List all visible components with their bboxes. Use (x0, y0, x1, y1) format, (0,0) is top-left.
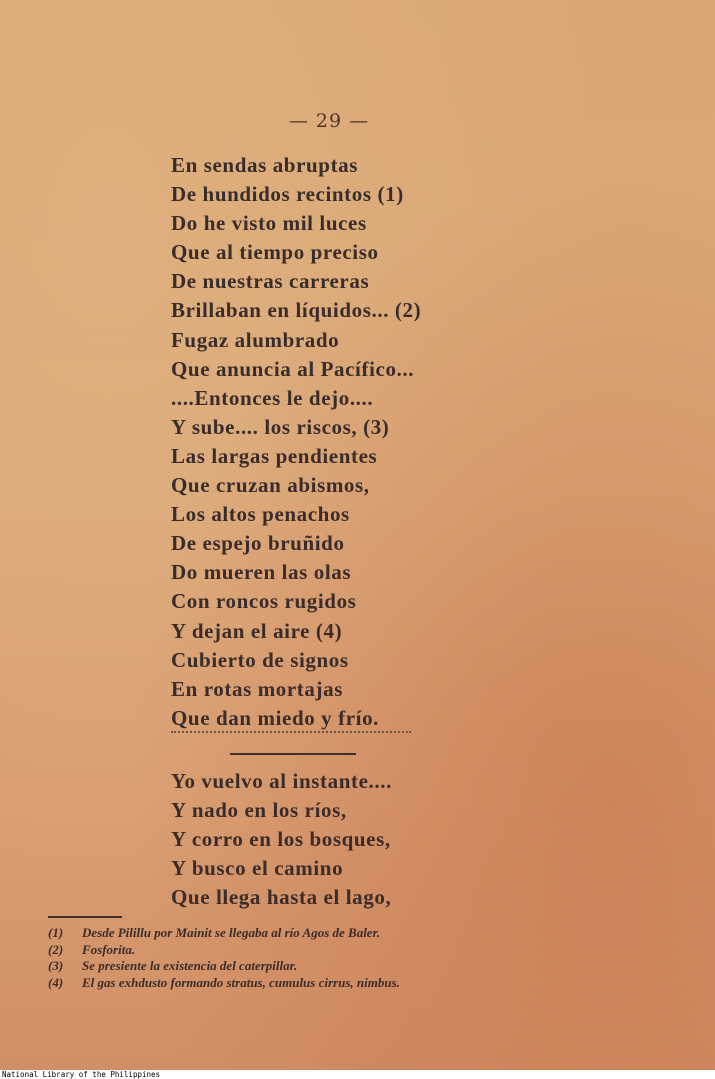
poem-line: ....Entonces le dejo.... (171, 385, 374, 410)
poem-line: Y busco el camino (171, 856, 344, 881)
footnote-text: El gas exhdusto formando stratus, cumulus cirrus, nimbus. (82, 974, 400, 990)
poem-line: Y corro en los bosques, (171, 827, 391, 852)
footnote (48, 925, 400, 942)
page-number: — 29 — (288, 110, 370, 132)
footnote-text: Se presiente la existencia del caterpillar. (82, 958, 298, 973)
library-credit: National Library of the Philippines (2, 1070, 161, 1079)
poem-line: De hundidos recintos (1) (171, 182, 404, 207)
footnotes (48, 925, 400, 991)
poem-line: Que al tiempo preciso (171, 240, 379, 265)
footnote-separator (48, 916, 122, 918)
poem-line: Que cruzan abismos, (171, 473, 370, 498)
footnote-mark: (3) (48, 958, 64, 973)
poem-line: En sendas abruptas (171, 153, 359, 177)
footnote-mark: (1) (48, 925, 64, 940)
poem-line: Y dejan el aire (4) (171, 618, 343, 643)
poem-line: Yo vuelvo al instante.... (171, 769, 392, 793)
poem-line: De nuestras carreras (171, 269, 370, 294)
poem-line: Los altos penachos (171, 502, 350, 527)
poem-line: Que anuncia al Pacífico... (171, 356, 415, 381)
poem-line: Que llega hasta el lago, (171, 885, 392, 910)
poem-line: Y sube.... los riscos, (3) (171, 414, 390, 439)
footnote (48, 958, 400, 975)
footnote-mark: (4) (48, 974, 64, 990)
section-divider (230, 753, 356, 755)
poem-line: Las largas pendientes (171, 443, 378, 468)
poem-line: Que dan miedo y frío. (171, 705, 380, 730)
poem-stanza-2 (171, 767, 392, 912)
poem-line: Cubierto de signos (171, 647, 349, 672)
footnote-mark: (2) (48, 941, 64, 957)
poem-line: Con roncos rugidos (171, 589, 357, 614)
poem-line: En rotas mortajas (171, 676, 343, 701)
footnote (48, 975, 400, 992)
dotted-separator (171, 731, 411, 733)
poem-line: Do mueren las olas (171, 560, 352, 585)
poem-line: Fugaz alumbrado (171, 327, 340, 352)
poem-line: Y nado en los ríos, (171, 798, 347, 823)
footnote-text: Fosforita. (82, 941, 136, 957)
footnote-text: Desde Pilillu por Mainit se llegaba al río Agos de Baler. (82, 925, 381, 940)
poem-stanza-1 (171, 151, 421, 733)
poem-line: Do he visto mil luces (171, 211, 367, 236)
poem-line: Brillaban en líquidos... (2) (171, 298, 422, 323)
footnote (48, 942, 400, 959)
poem-line: De espejo bruñido (171, 531, 345, 556)
